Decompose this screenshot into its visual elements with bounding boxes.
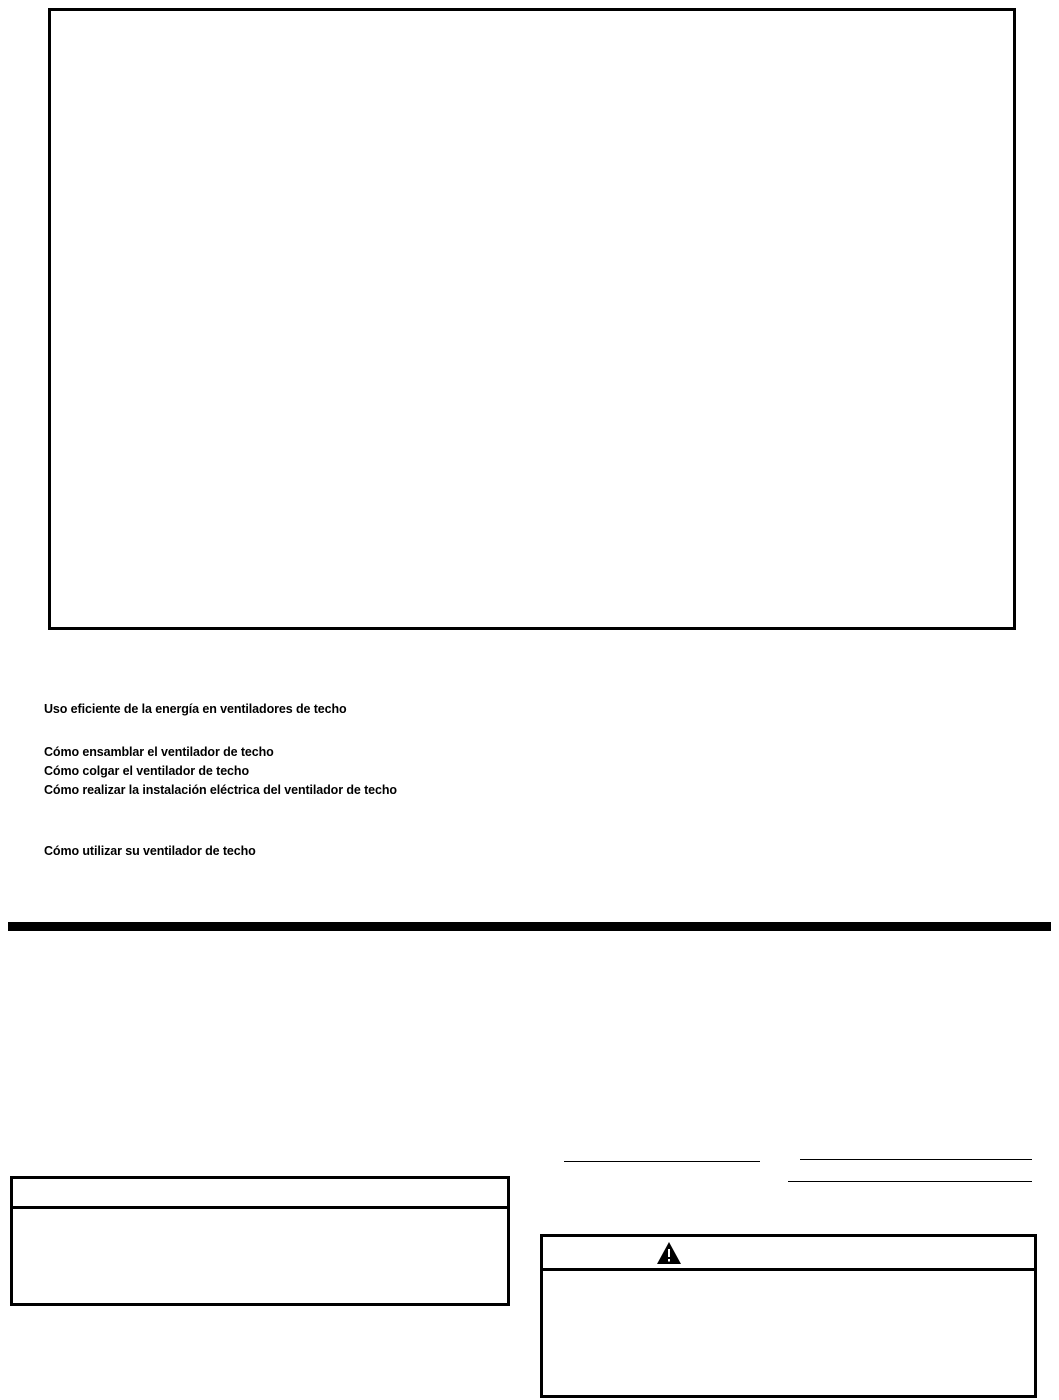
warning-triangle-icon [656, 1241, 682, 1270]
section-divider [8, 922, 1051, 931]
toc-item-assemble: Cómo ensamblar el ventilador de techo [44, 745, 274, 759]
write-in-line-1 [564, 1161, 760, 1162]
frame-notch [406, 11, 468, 17]
left-info-box-body [13, 1209, 507, 1306]
table-of-contents [44, 700, 744, 861]
toc-item-operate: Cómo utilizar su ventilador de techo [44, 844, 256, 858]
warning-box-body [543, 1271, 1034, 1396]
toc-spacer-2 [44, 800, 744, 842]
illustration-frame [48, 8, 1016, 630]
toc-item-energy: Uso eficiente de la energía en ventiladores de techo [44, 702, 347, 716]
warning-box [540, 1234, 1037, 1398]
warning-box-header [543, 1237, 1034, 1271]
write-in-line-2 [800, 1159, 1032, 1160]
toc-item-wiring: Cómo realizar la instalación eléctrica del ventilador de techo [44, 783, 397, 797]
toc-item-hang: Cómo colgar el ventilador de techo [44, 764, 249, 778]
left-info-box-header [13, 1179, 507, 1209]
left-info-box [10, 1176, 510, 1306]
write-in-line-3 [788, 1181, 1032, 1182]
toc-spacer [44, 719, 744, 743]
